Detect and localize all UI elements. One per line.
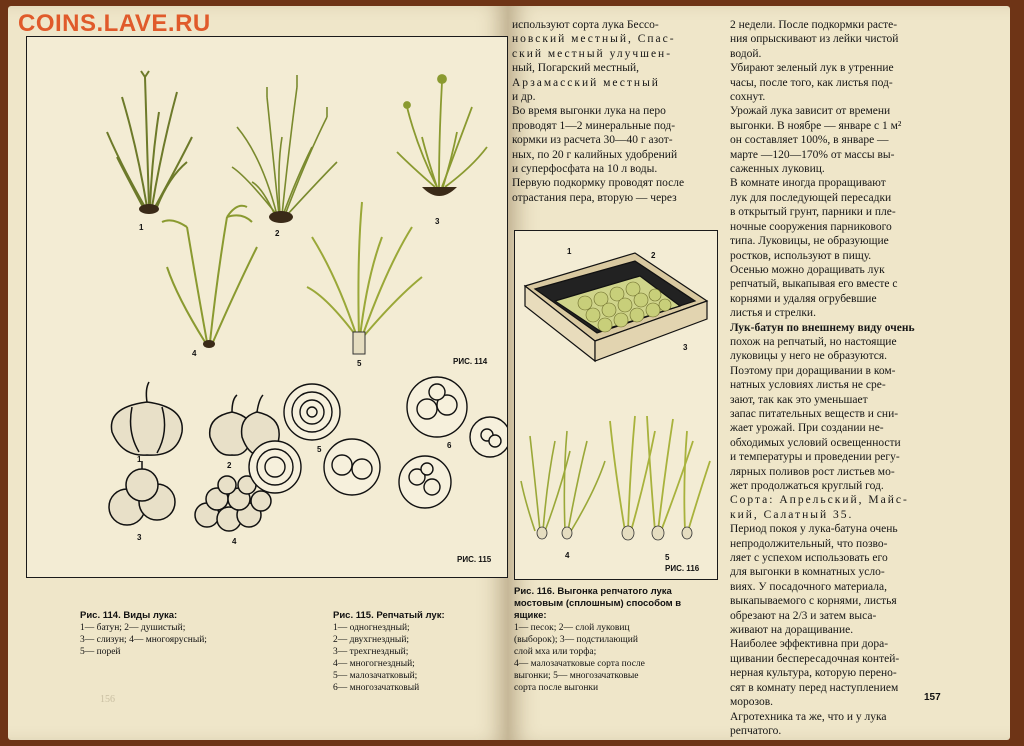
caption-115-line: 5— малозачатковый; <box>333 671 418 681</box>
text-line: Осенью можно доращивать лук <box>730 263 885 276</box>
text-line: новский местный, Спас- <box>512 33 676 46</box>
text-line: Период покоя у лука-батуна очень <box>730 523 898 536</box>
text-line: Сорта: Апрельский, Майс- <box>730 494 909 507</box>
text-line: Во время выгонки лука на перо <box>512 105 666 118</box>
text-line: выгонки. В ноябре — январе с 1 м² <box>730 119 902 132</box>
watermark: COINS.LAVE.RU <box>18 10 211 37</box>
text-line: зают, так как это уменьшает <box>730 393 868 406</box>
figure-panel-116 <box>514 230 718 580</box>
text-line: Первую подкормку проводят после <box>512 177 685 190</box>
bulb-cross-sections <box>249 377 507 508</box>
bulb-whole-3 <box>109 461 175 525</box>
text-line: проводят 1—2 минеральные под- <box>512 119 676 132</box>
text-line: отрастания пера, вторую — через <box>512 191 677 204</box>
caption-114-line: 3— слизун; 4— многоярусный; <box>80 635 207 645</box>
text-line: виях. У посадочного материала, <box>730 580 887 593</box>
caption-115-line: 3— трехгнездный; <box>333 647 409 657</box>
plant-mnogoyarusny-illustration <box>162 206 257 342</box>
text-line: Наиболее эффективна при дора- <box>730 638 889 651</box>
fig115-num-5: 5 <box>317 445 322 454</box>
text-line: сохнут. <box>730 91 766 104</box>
caption-114-line: 5— порей <box>80 647 121 657</box>
onion-illustrations <box>27 37 507 577</box>
fig116-num-5: 5 <box>665 553 670 562</box>
text-line: Урожай лука зависит от времени <box>730 105 891 118</box>
text-line: Арзамасский местный <box>512 76 660 89</box>
faded-page-number: 156 <box>100 694 115 705</box>
text-line: обрезают на 2/3 и затем выса- <box>730 609 877 622</box>
text-line: ния опрыскивают из лейки чистой <box>730 33 899 46</box>
text-line: корнями и удаляя огрубевшие <box>730 292 877 305</box>
fig115-num-6: 6 <box>447 441 452 450</box>
plant-sliziun-illustration <box>397 75 487 187</box>
text-line: ночные сооружения парникового <box>730 220 892 233</box>
text-line: используют сорта лука Бессо- <box>512 19 659 31</box>
text-line: ный, Погарский местный, <box>512 62 639 75</box>
text-line: натных условиях листья не сре- <box>730 379 886 392</box>
text-line: сят в комнату перед наступлением <box>730 681 899 694</box>
left-page <box>8 6 508 740</box>
text-line: кормки из расчета 30—40 г азот- <box>512 134 673 147</box>
text-line: щивании беспересадочная контей- <box>730 652 900 665</box>
text-line: типа. Луковицы, не образующие <box>730 235 889 248</box>
fig116-num-2: 2 <box>651 251 656 260</box>
caption-fig-115 <box>333 610 445 694</box>
fig114-num-3: 3 <box>435 217 440 226</box>
text-line: репчатого. <box>730 724 782 737</box>
fig116-num-4: 4 <box>565 551 570 560</box>
caption-116-line: сорта после выгонки <box>514 683 599 693</box>
caption-fig-114 <box>80 610 207 658</box>
text-line: Агротехника та же, что и у лука <box>730 710 887 723</box>
sprouted-onions-left <box>521 431 605 531</box>
caption-116-line: выгонки; 5— многозачатковые <box>514 671 639 681</box>
text-line: непродолжительный, что позво- <box>730 537 888 550</box>
text-line: репчатый, выкапывая его вместе с <box>730 278 898 291</box>
text-line: В комнате иногда проращивают <box>730 177 886 190</box>
caption-115-title: Рис. 115. Репчатый лук: <box>333 610 445 621</box>
caption-115-line: 2— двухгнездный; <box>333 635 410 645</box>
figure-panel-114-115 <box>26 36 508 578</box>
plant-batun-illustration <box>107 71 192 207</box>
text-line: живают на доращивание. <box>730 624 854 637</box>
text-line: нерная культура, которую перено- <box>730 667 897 680</box>
box-with-bulbs <box>525 253 707 361</box>
text-line: выкапываемого с корнями, листья <box>730 595 897 608</box>
text-line: Лук-батун по внешнему виду очень <box>730 321 915 334</box>
text-line: Поэтому при доращивании в ком- <box>730 364 896 377</box>
text-column-1 <box>512 18 712 205</box>
text-line: и температуры и проведении регу- <box>730 451 900 464</box>
text-line: Убирают зеленый лук в утренние <box>730 62 894 75</box>
plant-porey-illustration <box>307 202 422 337</box>
text-line: и др. <box>512 91 536 104</box>
text-line: для выгонки в комнатных усло- <box>730 566 885 579</box>
text-line: листья и стрелки. <box>730 307 816 320</box>
caption-115-line: 4— многогнездный; <box>333 659 415 669</box>
caption-116-line: (выборок); 3— подстилающий <box>514 635 638 645</box>
caption-116-line: 4— малозачатковые сорта после <box>514 659 645 669</box>
fig115-label: РИС. 115 <box>457 555 492 564</box>
caption-115-line: 6— многозачатковый <box>333 683 420 693</box>
text-column-2 <box>730 18 944 738</box>
text-line: луковицы у него не образуются. <box>730 350 888 363</box>
caption-115-line: 1— одногнездный; <box>333 623 410 633</box>
fig115-num-2: 2 <box>227 461 232 470</box>
text-line: ных, по 20 г калийных удобрений <box>512 148 678 161</box>
caption-116-title: Рис. 116. Выгонка репчатого лука мостовым (сплошным) способом в ящике: <box>514 586 682 621</box>
plant-dushisty-illustration <box>232 75 337 215</box>
text-line: ростков, используют в пищу. <box>730 249 872 262</box>
text-line: кий, Салатный 35. <box>730 508 854 521</box>
text-line: лярных поливов рост листьев мо- <box>730 465 895 478</box>
text-line: 2 недели. После подкормки расте- <box>730 19 898 31</box>
fig115-num-1: 1 <box>137 455 142 464</box>
text-line: запас питательных веществ и сни- <box>730 407 899 420</box>
text-line: и суперфосфата на 10 л воды. <box>512 163 658 176</box>
caption-116-line: 1— песок; 2— слой луковиц <box>514 623 630 633</box>
bulb-whole-1 <box>111 382 182 455</box>
fig116-num-3: 3 <box>683 343 688 352</box>
text-line: в открытый грунт, парники и пле- <box>730 206 896 219</box>
text-line: марте —120—170% от массы вы- <box>730 148 895 161</box>
fig114-num-4: 4 <box>192 349 197 358</box>
caption-116-line: слой мха или торфа; <box>514 647 597 657</box>
sprouted-onions-right <box>610 416 710 531</box>
text-line: ский местный улучшен- <box>512 47 673 60</box>
fig115-num-3: 3 <box>137 533 142 542</box>
fig114-num-1: 1 <box>139 223 144 232</box>
text-line: саженных луковиц. <box>730 163 825 176</box>
text-line: лук для последующей пересадки <box>730 191 892 204</box>
text-line: часы, после того, как листья под- <box>730 76 893 89</box>
caption-114-line: 1— батун; 2— душистый; <box>80 623 186 633</box>
text-line: похож на репчатый, но настоящие <box>730 335 897 348</box>
fig114-num-2: 2 <box>275 229 280 238</box>
text-line: водой. <box>730 47 762 60</box>
fig116-num-1: 1 <box>567 247 572 256</box>
text-line: обходимых условий освещенности <box>730 436 901 449</box>
right-page <box>508 6 1010 740</box>
fig114-num-5: 5 <box>357 359 362 368</box>
page-number: 157 <box>924 692 941 703</box>
fig114-label: РИС. 114 <box>453 357 488 366</box>
text-line: ляет с успехом использовать его <box>730 552 888 565</box>
text-line: морозов. <box>730 696 774 709</box>
text-line: жет продолжаться круглый год. <box>730 480 884 492</box>
caption-114-title: Рис. 114. Виды лука: <box>80 610 178 621</box>
fig116-label: РИС. 116 <box>665 564 700 573</box>
fig116-illustration <box>515 231 717 579</box>
text-line: он составляет 100%, в январе — <box>730 134 889 147</box>
caption-fig-116 <box>514 586 714 694</box>
fig115-num-4: 4 <box>232 537 237 546</box>
text-line: жает урожай. При создании не- <box>730 422 884 435</box>
